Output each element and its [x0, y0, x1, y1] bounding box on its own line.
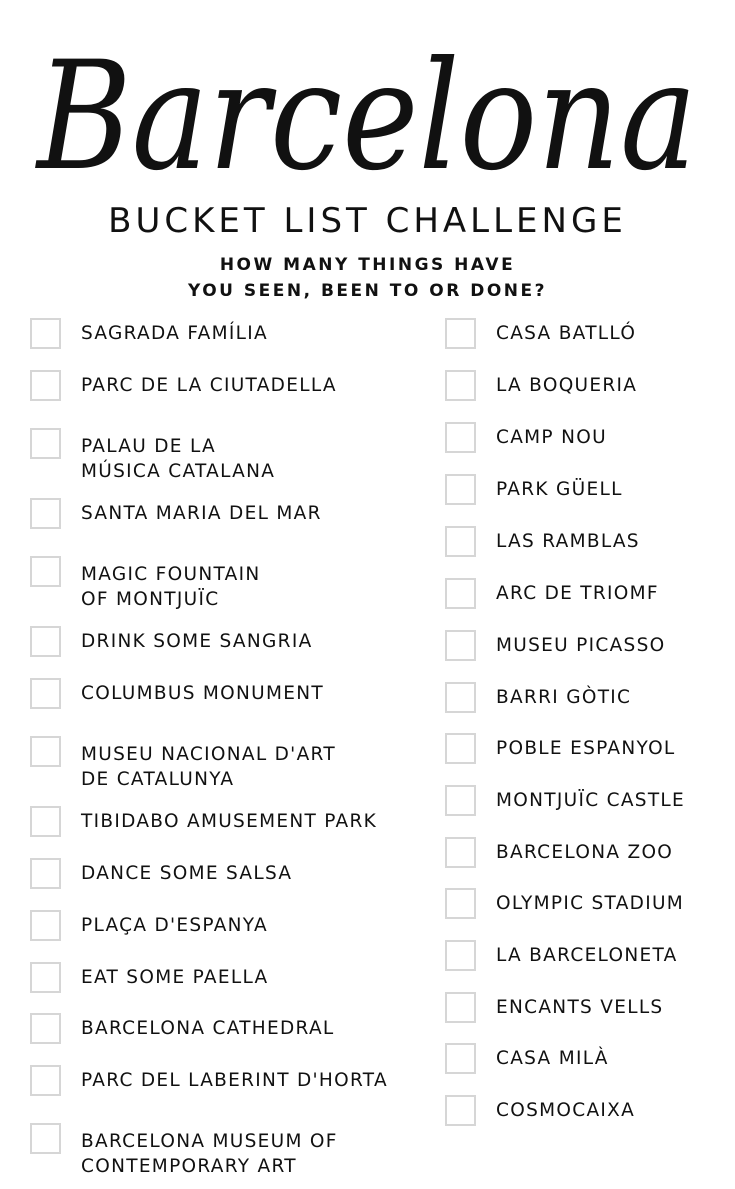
checklist-item[interactable] — [30, 556, 260, 612]
checkbox[interactable] — [30, 626, 61, 657]
checklist-item-label: MUSEU PICASSO — [496, 635, 666, 656]
checklist-item[interactable] — [445, 630, 666, 661]
checkbox[interactable] — [445, 733, 476, 764]
checklist-item[interactable] — [30, 1065, 388, 1096]
checkbox[interactable] — [30, 736, 61, 767]
checklist-item-label: LA BARCELONETA — [496, 945, 678, 966]
checkbox[interactable] — [445, 422, 476, 453]
challenge-question: HOW MANY THINGS HAVE YOU SEEN, BEEN TO OR DONE? — [188, 255, 547, 301]
checklist-item-label: BARCELONA CATHEDRAL — [81, 1018, 335, 1039]
checklist-item[interactable] — [445, 318, 636, 349]
checklist-item[interactable] — [30, 318, 268, 349]
checklist-item[interactable] — [445, 992, 663, 1023]
checkbox[interactable] — [445, 992, 476, 1023]
checklist-item[interactable] — [30, 858, 292, 889]
checklist-item-label: POBLE ESPANYOL — [496, 738, 676, 759]
checklist-item-label: OLYMPIC STADIUM — [496, 893, 685, 914]
checkbox[interactable] — [445, 526, 476, 557]
checklist-item[interactable] — [445, 888, 684, 919]
checklist-item-label: CASA MILÀ — [496, 1048, 609, 1069]
checkbox[interactable] — [30, 556, 61, 587]
checklist-item-label: PLAÇA D'ESPANYA — [81, 915, 268, 936]
checkbox[interactable] — [30, 962, 61, 993]
checklist-item-label: LA BOQUERIA — [496, 375, 638, 396]
checklist-item-label: COLUMBUS MONUMENT — [81, 683, 325, 704]
checklist-item[interactable] — [30, 498, 322, 529]
checklist-item-label: ARC DE TRIOMF — [496, 583, 659, 604]
checklist-item-label: PARC DE LA CIUTADELLA — [81, 375, 337, 396]
checklist-item[interactable] — [445, 785, 685, 816]
checkbox[interactable] — [30, 858, 61, 889]
checkbox[interactable] — [445, 837, 476, 868]
checklist-item[interactable] — [445, 370, 637, 401]
checkbox[interactable] — [445, 1043, 476, 1074]
checklist-item[interactable] — [30, 428, 275, 484]
checkbox[interactable] — [445, 1095, 476, 1126]
checkbox[interactable] — [445, 370, 476, 401]
checkbox[interactable] — [30, 1123, 61, 1154]
checkbox[interactable] — [30, 370, 61, 401]
checklist-item-label: SANTA MARIA DEL MAR — [81, 503, 322, 524]
page-subtitle: BUCKET LIST CHALLENGE — [108, 201, 627, 241]
checklist-item[interactable] — [30, 962, 268, 993]
checklist-item-label: COSMOCAIXA — [496, 1100, 636, 1121]
checkbox[interactable] — [30, 428, 61, 459]
checklist-item[interactable] — [445, 422, 607, 453]
checklist-item[interactable] — [30, 736, 336, 792]
checkbox[interactable] — [445, 682, 476, 713]
checklist-item-label: TIBIDABO AMUSEMENT PARK — [81, 811, 378, 832]
checklist-item[interactable] — [445, 682, 631, 713]
checklist-item[interactable] — [445, 578, 659, 609]
checkbox[interactable] — [445, 318, 476, 349]
checkbox[interactable] — [30, 910, 61, 941]
checklist-item[interactable] — [445, 474, 623, 505]
checkbox[interactable] — [30, 678, 61, 709]
title-script — [0, 0, 735, 200]
checklist-item-label: PALAU DE LA MÚSICA CATALANA — [81, 436, 276, 482]
checklist-item-label: MONTJUÏC CASTLE — [496, 790, 686, 811]
checklist-item-label: BARCELONA ZOO — [496, 842, 674, 863]
checkbox[interactable] — [445, 630, 476, 661]
checklist-item[interactable] — [445, 733, 676, 764]
checklist-item-label: DANCE SOME SALSA — [81, 863, 293, 884]
checkbox[interactable] — [445, 888, 476, 919]
checklist-item[interactable] — [30, 678, 324, 709]
checklist-item[interactable] — [30, 370, 337, 401]
checkbox[interactable] — [445, 578, 476, 609]
checkbox[interactable] — [445, 940, 476, 971]
checklist-item-label: BARRI GÒTIC — [496, 687, 632, 708]
checkbox[interactable] — [30, 806, 61, 837]
checklist-item-label: MAGIC FOUNTAIN OF MONTJUÏC — [81, 564, 261, 610]
checklist-item[interactable] — [30, 910, 268, 941]
checklist-item[interactable] — [30, 626, 313, 657]
page-title: Barcelona — [34, 30, 697, 200]
checkbox[interactable] — [445, 785, 476, 816]
checklist-item-label: PARC DEL LABERINT D'HORTA — [81, 1070, 388, 1091]
checkbox[interactable] — [30, 498, 61, 529]
checklist-item[interactable] — [445, 1095, 635, 1126]
checklist-item-label: CAMP NOU — [496, 427, 607, 448]
checklist-item-label: LAS RAMBLAS — [496, 531, 640, 552]
checklist-item-label: MUSEU NACIONAL D'ART DE CATALUNYA — [81, 744, 336, 790]
checklist-item-label: PARK GÜELL — [496, 479, 623, 500]
checklist-item-label: SAGRADA FAMÍLIA — [81, 323, 268, 344]
checkbox[interactable] — [30, 1013, 61, 1044]
checklist-item[interactable] — [30, 806, 377, 837]
checklist-item[interactable] — [445, 526, 640, 557]
checklist-item[interactable] — [30, 1013, 335, 1044]
checkbox[interactable] — [30, 318, 61, 349]
checklist-item[interactable] — [30, 1123, 338, 1179]
checklist-item-label: CASA BATLLÓ — [496, 323, 637, 344]
checklist-item-label: DRINK SOME SANGRIA — [81, 631, 313, 652]
checklist-item[interactable] — [445, 837, 673, 868]
checkbox[interactable] — [30, 1065, 61, 1096]
checklist-item-label: ENCANTS VELLS — [496, 997, 664, 1018]
checkbox[interactable] — [445, 474, 476, 505]
checklist-item-label: EAT SOME PAELLA — [81, 967, 269, 988]
checklist-item[interactable] — [445, 1043, 609, 1074]
checklist-item-label: BARCELONA MUSEUM OF CONTEMPORARY ART — [81, 1131, 338, 1177]
checklist-item[interactable] — [445, 940, 678, 971]
